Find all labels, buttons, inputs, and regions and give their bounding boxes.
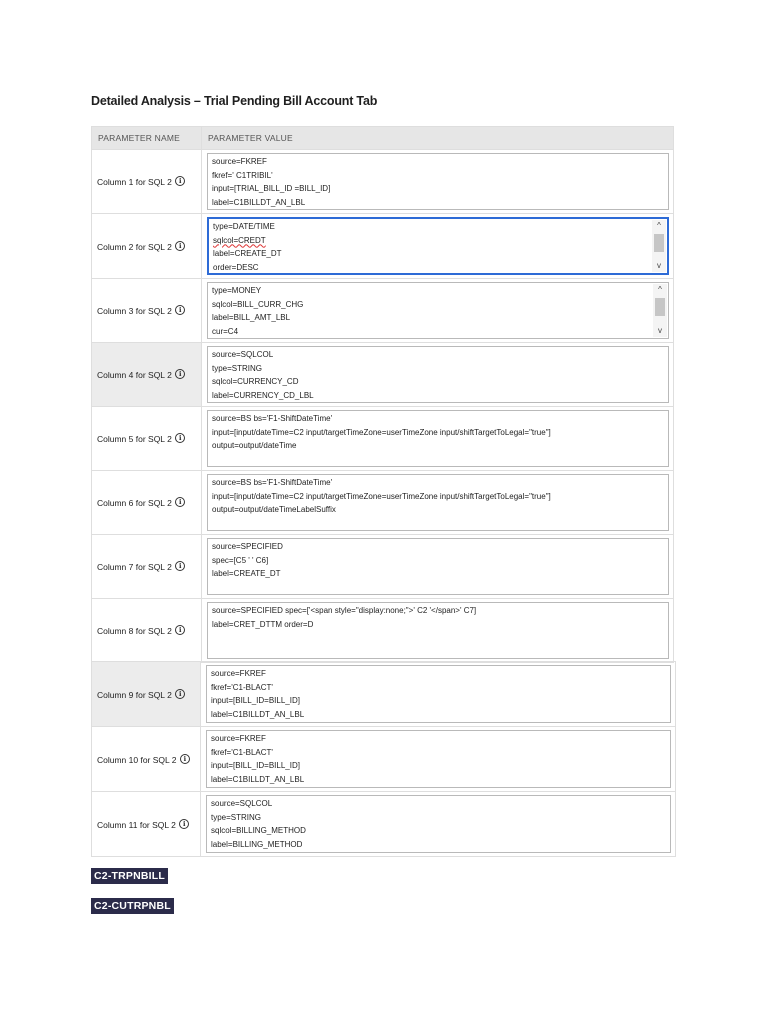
parameter-value-textarea[interactable] xyxy=(206,730,671,788)
parameter-name: Column 10 for SQL 2 xyxy=(97,754,177,765)
scroll-up-icon[interactable]: ^ xyxy=(657,221,661,230)
parameter-name: Column 11 for SQL 2 xyxy=(97,819,176,830)
value-line: label=C1BILLDT_AN_LBL xyxy=(211,774,305,784)
value-line: label=CURRENCY_CD_LBL xyxy=(212,390,314,400)
highlighted-code-label: C2-CUTRPNBL xyxy=(91,898,174,914)
value-line: sqlcol=CURRENCY_CD xyxy=(212,377,299,386)
table-row xyxy=(92,150,674,214)
parameter-name-cell xyxy=(92,599,202,663)
info-icon[interactable]: i xyxy=(180,754,190,764)
parameter-name-cell xyxy=(92,343,202,407)
parameter-value-cell xyxy=(202,407,674,471)
info-icon[interactable]: i xyxy=(175,625,185,635)
value-line: label=C1BILLDT_AN_LBL xyxy=(211,709,305,719)
parameter-name-cell xyxy=(92,214,202,279)
parameter-name-cell xyxy=(92,662,201,727)
value-line: label=CRET_DTTM order=D xyxy=(212,619,314,629)
parameter-name-cell xyxy=(92,792,201,857)
value-line: type=MONEY xyxy=(212,286,262,295)
value-line: source=SQLCOL xyxy=(212,350,274,359)
scroll-down-icon[interactable]: v xyxy=(658,326,662,335)
value-line: input=[BILL_ID=BILL_ID] xyxy=(211,696,300,705)
value-line: sqlcol=BILLING_METHOD xyxy=(211,826,306,835)
table-header-row xyxy=(92,127,674,150)
value-line: source=FKREF xyxy=(211,734,266,743)
info-icon[interactable]: i xyxy=(175,433,185,443)
value-line: input=[TRIAL_BILL_ID =BILL_ID] xyxy=(212,184,331,193)
info-icon[interactable]: i xyxy=(175,497,185,507)
parameter-table-continued xyxy=(91,661,676,857)
value-line: sqlcol=CREDT xyxy=(213,235,266,245)
parameter-name: Column 5 for SQL 2 xyxy=(97,434,172,444)
parameter-name: Column 9 for SQL 2 xyxy=(97,689,172,700)
info-icon[interactable]: i xyxy=(175,369,185,379)
parameter-name-cell xyxy=(92,471,202,535)
parameter-table xyxy=(91,126,674,663)
value-line: output=output/dateTime xyxy=(212,441,297,450)
parameter-value-cell xyxy=(202,214,674,279)
value-line: fkref='C1-BLACT' xyxy=(211,747,273,757)
value-line: label=BILL_AMT_LBL xyxy=(212,313,291,322)
table-row xyxy=(92,792,676,857)
parameter-value-textarea[interactable] xyxy=(206,795,671,853)
parameter-name: Column 2 for SQL 2 xyxy=(97,241,172,252)
parameter-value-cell xyxy=(202,535,674,599)
value-line: type=DATE/TIME xyxy=(213,222,275,231)
vertical-scrollbar[interactable] xyxy=(652,220,666,272)
table-row xyxy=(92,214,674,279)
parameter-value-textarea[interactable] xyxy=(207,217,669,275)
value-line: label=BILLING_METHOD xyxy=(211,839,303,849)
parameter-value-cell xyxy=(201,727,676,792)
parameter-name-cell xyxy=(92,535,202,599)
info-icon[interactable]: i xyxy=(175,241,185,251)
value-line: fkref=' C1TRIBIL' xyxy=(212,170,273,180)
scroll-thumb[interactable] xyxy=(655,298,665,316)
vertical-scrollbar[interactable] xyxy=(653,284,667,337)
table-row xyxy=(92,471,674,535)
value-line: input=[input/dateTime=C2 input/targetTimeZone=userTimeZone input/shiftTargetToLegal="true"] xyxy=(212,427,551,437)
scroll-down-icon[interactable]: v xyxy=(657,261,661,270)
value-line: source=BS bs='F1-ShiftDateTime' xyxy=(212,414,333,423)
value-line: label=CREATE_DT xyxy=(212,569,281,578)
value-line: source=FKREF xyxy=(211,669,266,678)
value-line: source=SPECIFIED spec=['<span style="display:none;">' C2 '</span>' C7] xyxy=(212,606,477,615)
parameter-name: Column 1 for SQL 2 xyxy=(97,177,172,187)
parameter-value-header: PARAMETER VALUE xyxy=(202,127,674,150)
parameter-value-textarea[interactable] xyxy=(207,474,669,531)
info-icon[interactable]: i xyxy=(175,305,185,315)
parameter-name: Column 6 for SQL 2 xyxy=(97,498,172,508)
scroll-thumb[interactable] xyxy=(654,234,664,252)
value-line: input=[BILL_ID=BILL_ID] xyxy=(211,761,300,770)
info-icon[interactable]: i xyxy=(175,176,185,186)
parameter-name: Column 8 for SQL 2 xyxy=(97,626,172,636)
value-line: sqlcol=BILL_CURR_CHG xyxy=(212,299,304,309)
value-line: fkref='C1-BLACT' xyxy=(211,682,273,692)
parameter-value-cell xyxy=(201,662,676,727)
value-line: source=FKREF xyxy=(212,157,267,166)
info-icon[interactable]: i xyxy=(175,689,185,699)
table-row xyxy=(92,535,674,599)
table-row xyxy=(92,727,676,792)
parameter-value-cell xyxy=(202,279,674,343)
parameter-name-cell xyxy=(92,407,202,471)
value-line: output=output/dateTimeLabelSuffix xyxy=(212,505,336,514)
parameter-value-textarea[interactable] xyxy=(206,665,671,723)
parameter-name: Column 3 for SQL 2 xyxy=(97,306,172,316)
parameter-name: Column 4 for SQL 2 xyxy=(97,370,172,380)
value-line: source=SPECIFIED xyxy=(212,542,283,551)
value-line: source=BS bs='F1-ShiftDateTime' xyxy=(212,478,333,487)
parameter-name-cell xyxy=(92,727,201,792)
table-row xyxy=(92,407,674,471)
value-line: source=SQLCOL xyxy=(211,799,273,808)
parameter-value-textarea[interactable] xyxy=(207,282,669,339)
parameter-name-cell xyxy=(92,150,202,214)
parameter-value-cell xyxy=(202,471,674,535)
parameter-value-textarea[interactable] xyxy=(207,346,669,403)
scroll-up-icon[interactable]: ^ xyxy=(658,285,662,294)
value-line: cur=C4 xyxy=(212,326,239,336)
value-line: label=CREATE_DT xyxy=(213,249,282,258)
info-icon[interactable]: i xyxy=(175,561,185,571)
parameter-name-header: PARAMETER NAME xyxy=(92,127,202,150)
parameter-value-textarea[interactable] xyxy=(207,602,669,659)
table-row xyxy=(92,343,674,407)
parameter-value-cell xyxy=(202,599,674,663)
parameter-value-textarea[interactable] xyxy=(207,538,669,595)
value-line: label=C1BILLDT_AN_LBL xyxy=(212,197,306,207)
value-line: order=DESC xyxy=(213,262,259,272)
value-line: spec=[C5 ' ' C6] xyxy=(212,555,269,565)
value-line: input=[input/dateTime=C2 input/targetTimeZone=userTimeZone input/shiftTargetToLegal="true"] xyxy=(212,491,551,501)
table-row xyxy=(92,279,674,343)
table-row xyxy=(92,662,676,727)
parameter-value-textarea[interactable] xyxy=(207,410,669,467)
parameter-value-cell xyxy=(202,343,674,407)
info-icon[interactable]: i xyxy=(179,819,189,829)
highlighted-code-label: C2-TRPNBILL xyxy=(91,868,168,884)
parameter-value-cell xyxy=(202,150,674,214)
page-heading: Detailed Analysis – Trial Pending Bill Account Tab xyxy=(91,94,378,108)
table-row xyxy=(92,599,674,663)
parameter-name: Column 7 for SQL 2 xyxy=(97,562,172,572)
value-line: type=STRING xyxy=(211,812,262,822)
value-line: type=STRING xyxy=(212,363,263,373)
parameter-name-cell xyxy=(92,279,202,343)
parameter-value-cell xyxy=(201,792,676,857)
parameter-value-textarea[interactable] xyxy=(207,153,669,210)
